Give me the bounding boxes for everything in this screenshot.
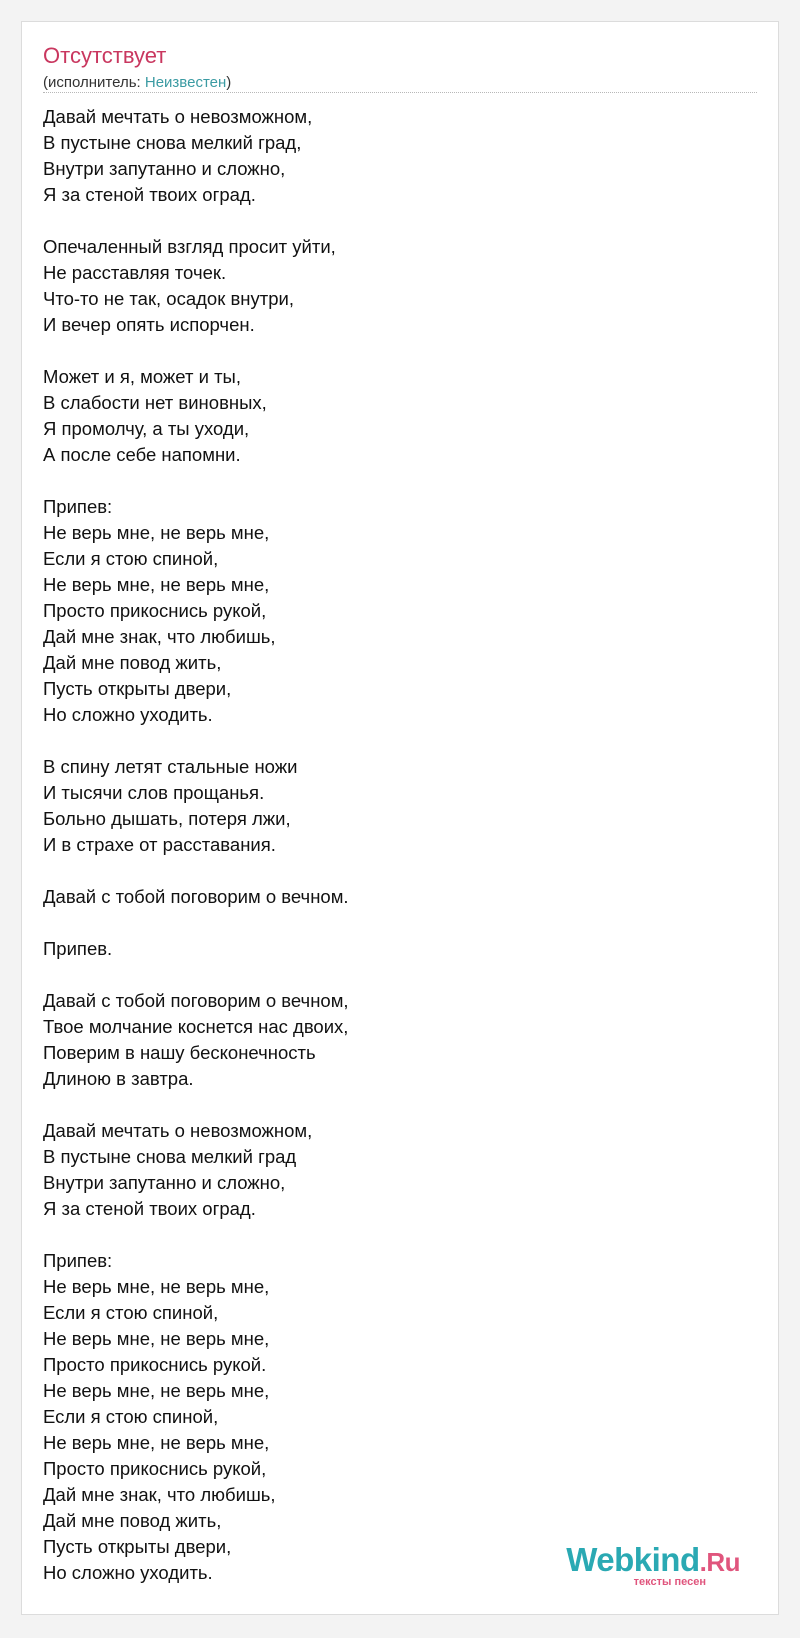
lyrics-line: Если я стою спиной, <box>43 1302 219 1323</box>
lyrics-line: Твое молчание коснется нас двоих, <box>43 1016 349 1037</box>
lyrics-line: Если я стою спиной, <box>43 548 219 569</box>
lyrics-stanza <box>43 1118 743 1222</box>
lyrics-line: Дай мне повод жить, <box>43 1510 222 1531</box>
lyrics-line: Пусть открыты двери, <box>43 1536 232 1557</box>
lyrics-line: Не верь мне, не верь мне, <box>43 1432 270 1453</box>
artist-prefix: (исполнитель: <box>43 74 145 91</box>
lyrics-line: Просто прикоснись рукой, <box>43 600 267 621</box>
lyrics-line: Не верь мне, не верь мне, <box>43 1380 270 1401</box>
lyrics-line: Я за стеной твоих оград. <box>43 1198 256 1219</box>
lyrics-line: Поверим в нашу бесконечность <box>43 1042 316 1063</box>
lyrics-line: Припев. <box>43 938 113 959</box>
lyrics-stanza <box>43 364 743 468</box>
artist-link[interactable]: Неизвестен <box>144 74 227 91</box>
lyrics-line: Дай мне знак, что любишь, <box>43 626 276 647</box>
lyrics-line: Давай с тобой поговорим о вечном. <box>43 886 349 907</box>
lyrics-line: Внутри запутанно и сложно, <box>43 158 286 179</box>
lyrics-line: Просто прикоснись рукой. <box>43 1354 267 1375</box>
lyrics-line: Но сложно уходить. <box>43 704 213 725</box>
lyrics-line: Может и я, может и ты, <box>43 366 241 387</box>
lyrics-body <box>43 104 743 1612</box>
lyrics-line: Припев: <box>43 1250 113 1271</box>
lyrics-line: Давай мечтать о невозможном, <box>43 106 313 127</box>
lyrics-line: Не верь мне, не верь мне, <box>43 574 270 595</box>
lyrics-line: Не верь мне, не верь мне, <box>43 1328 270 1349</box>
lyrics-stanza <box>43 884 743 910</box>
logo-tld: .Ru <box>699 1547 740 1577</box>
lyrics-stanza <box>43 494 743 728</box>
lyrics-card <box>21 21 779 1615</box>
lyrics-line: Не верь мне, не верь мне, <box>43 522 270 543</box>
lyrics-line: Не расставляя точек. <box>43 262 227 283</box>
lyrics-stanza <box>43 234 743 338</box>
logo-wordmark <box>566 1543 740 1579</box>
lyrics-line: Я промолчу, а ты уходи, <box>43 418 250 439</box>
lyrics-line: Давай мечтать о невозможном, <box>43 1120 313 1141</box>
lyrics-stanza <box>43 104 743 208</box>
artist-line <box>43 74 231 91</box>
lyrics-line: В пустыне снова мелкий град, <box>43 132 302 153</box>
lyrics-line: Больно дышать, потеря лжи, <box>43 808 291 829</box>
lyrics-line: Я за стеной твоих оград. <box>43 184 256 205</box>
lyrics-line: А после себе напомни. <box>43 444 241 465</box>
lyrics-line: Не верь мне, не верь мне, <box>43 1276 270 1297</box>
artist-suffix: ) <box>226 74 232 91</box>
lyrics-line: В пустыне снова мелкий град <box>43 1146 297 1167</box>
lyrics-line: Длиною в завтра. <box>43 1068 194 1089</box>
header-divider <box>43 92 757 93</box>
lyrics-line: В слабости нет виновных, <box>43 392 267 413</box>
logo-brand: Webkind <box>566 1541 700 1578</box>
lyrics-line: Дай мне знак, что любишь, <box>43 1484 276 1505</box>
lyrics-line: И в страхе от расставания. <box>43 834 276 855</box>
lyrics-line: Просто прикоснись рукой, <box>43 1458 267 1479</box>
lyrics-line: Давай с тобой поговорим о вечном, <box>43 990 349 1011</box>
song-title: Отсутствует <box>43 43 167 68</box>
lyrics-line: Пусть открыты двери, <box>43 678 232 699</box>
lyrics-stanza <box>43 988 743 1092</box>
webkind-logo[interactable] <box>566 1543 740 1588</box>
lyrics-line: Но сложно уходить. <box>43 1562 213 1583</box>
lyrics-line: Опечаленный взгляд просит уйти, <box>43 236 336 257</box>
lyrics-line: Если я стою спиной, <box>43 1406 219 1427</box>
lyrics-line: И тысячи слов прощанья. <box>43 782 265 803</box>
lyrics-line: Дай мне повод жить, <box>43 652 222 673</box>
lyrics-stanza <box>43 936 743 962</box>
lyrics-stanza <box>43 754 743 858</box>
lyrics-line: Внутри запутанно и сложно, <box>43 1172 286 1193</box>
lyrics-stanza <box>43 1248 743 1586</box>
logo-tagline: тексты песен <box>633 1576 706 1588</box>
lyrics-line: И вечер опять испорчен. <box>43 314 255 335</box>
lyrics-line: Что-то не так, осадок внутри, <box>43 288 294 309</box>
lyrics-line: В спину летят стальные ножи <box>43 756 298 777</box>
lyrics-line: Припев: <box>43 496 113 517</box>
